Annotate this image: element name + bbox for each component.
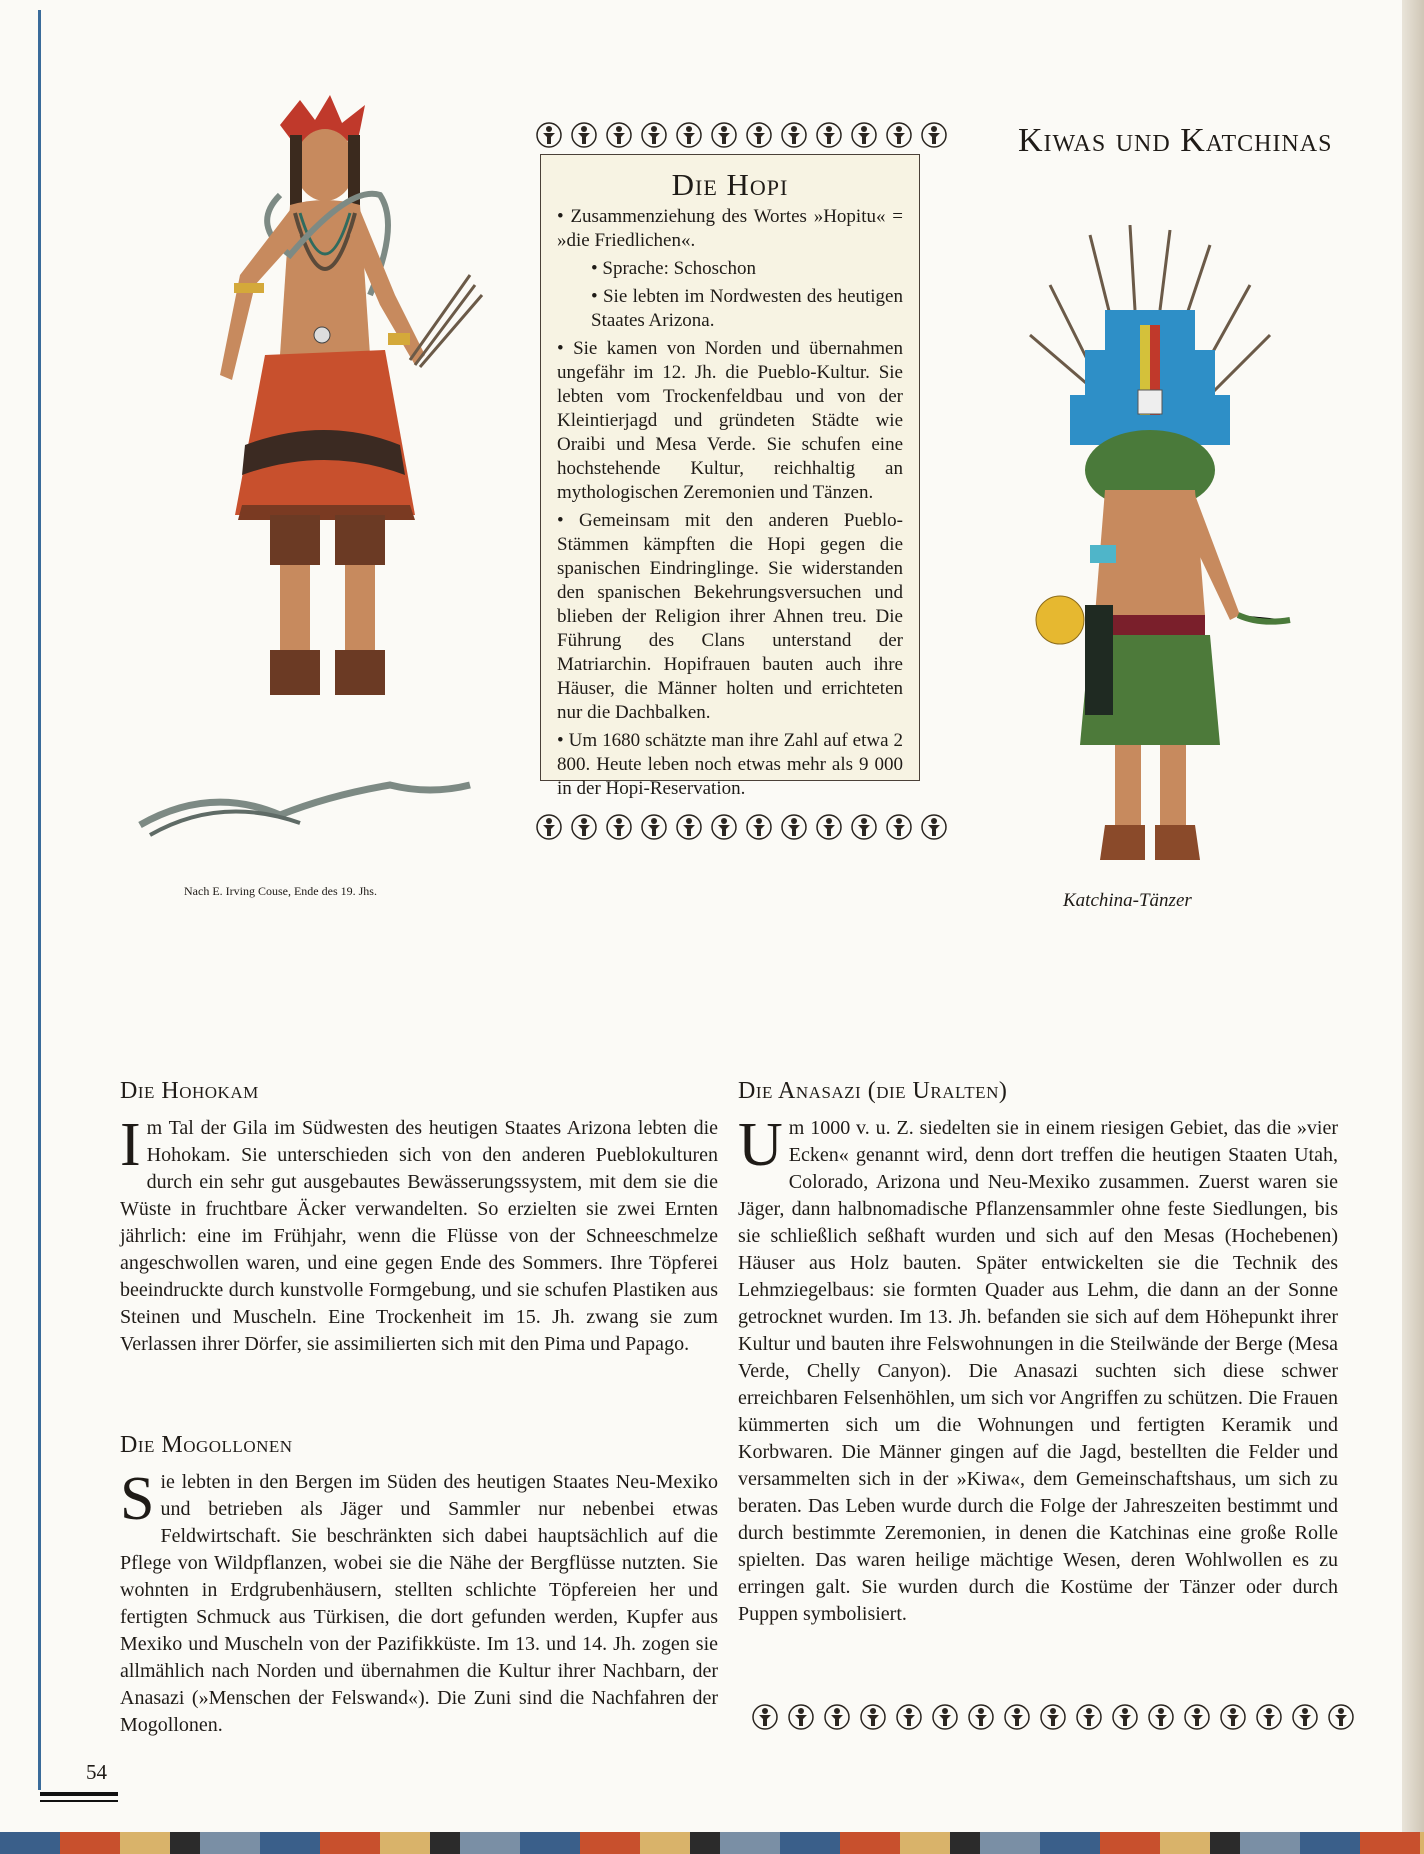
kachina-ornament-icon (786, 1702, 816, 1732)
page-number-rule (40, 1792, 118, 1796)
page-edge (1402, 0, 1424, 1854)
right-caption: Katchina-Tänzer (1063, 890, 1192, 911)
kachina-ornament-icon (744, 812, 774, 842)
hopi-bullet: • Zusammenziehung des Wortes »Hopitu« = »die Friedlichen«. (557, 206, 903, 251)
kachina-ornament-icon (814, 120, 844, 150)
kachina-ornament-icon (779, 120, 809, 150)
drop-cap: S (120, 1465, 155, 1533)
section-mogollonen (120, 1432, 718, 1739)
katchina-dancer-illustration (1000, 225, 1300, 865)
kachina-ornament-icon (1110, 1702, 1140, 1732)
kachina-ornament-icon (894, 1702, 924, 1732)
kachina-ornament-icon (709, 812, 739, 842)
hopi-info-box (540, 154, 920, 799)
kachina-ornament-icon (674, 812, 704, 842)
section-body (120, 1465, 718, 1739)
left-caption: Nach E. Irving Couse, Ende des 19. Jhs. (184, 884, 377, 898)
box-top-ornaments (534, 120, 949, 150)
kachina-ornament-icon (779, 812, 809, 842)
page-heading: Kiwas und Katchinas (1018, 122, 1333, 159)
kachina-ornament-icon (919, 812, 949, 842)
kachina-ornament-icon (569, 812, 599, 842)
kachina-ornament-icon (604, 120, 634, 150)
kachina-ornament-icon (1254, 1702, 1284, 1732)
kachina-ornament-icon (604, 812, 634, 842)
kachina-ornament-icon (822, 1702, 852, 1732)
kachina-ornament-icon (1218, 1702, 1248, 1732)
section-body (738, 1111, 1338, 1628)
hopi-bullet: • Um 1680 schätzte man ihre Zahl auf etwa 2 800. Heute leben noch etwas mehr als 9 000 in der Hopi-Reservation. (557, 730, 903, 799)
kachina-ornament-icon (569, 120, 599, 150)
page-number: 54 (86, 1760, 107, 1784)
section-title: Die Mogollonen (120, 1432, 293, 1458)
hopi-bullet: • Gemeinsam mit den anderen Pueblo-Stämmen kämpften die Hopi gegen die spanischen Eindringlinge. Sie widerstanden den spanischen Bekehrungsversuchen und blieben der Religion ihrer Ahnen treu. Die Führung des Clans unterstand der Matriarchin. Hopifrauen bauten auch ihre Häuser, die Männer holten und errichteten nur die Dachbalken. (557, 510, 903, 723)
kachina-ornament-icon (919, 120, 949, 150)
kachina-ornament-icon (884, 120, 914, 150)
bottom-decorative-band (0, 1832, 1424, 1854)
kachina-ornament-icon (1182, 1702, 1212, 1732)
kachina-ornament-icon (1146, 1702, 1176, 1732)
kachina-ornament-icon (966, 1702, 996, 1732)
kachina-ornament-icon (1290, 1702, 1320, 1732)
margin-line (38, 10, 41, 1790)
kachina-ornament-icon (534, 812, 564, 842)
kachina-ornament-icon (744, 120, 774, 150)
section-title: Die Anasazi (die Uralten) (738, 1078, 1008, 1104)
kachina-ornament-icon (849, 812, 879, 842)
section-text: m 1000 v. u. Z. siedelten sie in einem riesigen Gebiet, das die »vier Ecken« genannt wird, denn dort treffen die heutigen Staaten Utah, Colorado, Arizona und Neu-Mexiko zusammen. Zuerst waren sie Jäger, dann halbnomadische Pflanzensammler ohne feste Siedlungen, bis sie schließlich seßhaft wurden und sich auf den Mesas (Hochebenen) Häuser aus Holz bauten. Später entwickelten sie die Technik des Lehmziegelbaus: sie formten Quader aus Lehm, die dann an der Sonne getrocknet wurden. Im 13. Jh. befanden sie sich auf dem Höhepunkt ihrer Kultur und bauten ihre Felswohnungen in die Steilwände der Berge (Mesa Verde, Chelly Canyon). Die Anasazi suchten sich diese schwer erreichbaren Felsenhöhlen, um sich vor Angriffen zu schützen. Die Frauen kümmerten sich um die Wohnungen und fertigten Keramik und Korbwaren. Die Männer gingen auf die Jagd, bestellten die Felder und versammelten sich in der »Kiwa«, dem Gemeinschaftshaus, um sich zu beraten. Das Leben wurde durch die Folge der Jahreszeiten bestimmt und durch bestimmte Zeremonien, in denen die Katchinas eine große Rolle spielten. Das waren heilige mächtige Wesen, deren Wohlwollen es zu erringen galt. Sie wurden durch die Kostüme der Tänzer oder durch Puppen symbolisiert. (738, 1117, 1338, 1625)
kachina-ornament-icon (709, 120, 739, 150)
hopi-man-illustration (130, 95, 530, 855)
hopi-bullet: • Sie lebten im Nordwesten des heutigen Staates Arizona. (591, 286, 903, 331)
kachina-ornament-icon (858, 1702, 888, 1732)
kachina-ornament-icon (750, 1702, 780, 1732)
kachina-ornament-icon (674, 120, 704, 150)
section-hohokam (120, 1078, 718, 1358)
kachina-ornament-icon (1074, 1702, 1104, 1732)
kachina-ornament-icon (639, 812, 669, 842)
kachina-ornament-icon (930, 1702, 960, 1732)
section-anasazi (738, 1078, 1338, 1628)
kachina-ornament-icon (814, 812, 844, 842)
hopi-bullet: • Sprache: Schoschon (591, 258, 756, 279)
hopi-bullet: • Sie kamen von Norden und übernahmen ungefähr im 12. Jh. die Pueblo-Kultur. Sie lebten vom Trockenfeldbau und von der Kleintierjagd und gründeten Städte wie Oraibi und Mesa Verde. Sie schufen eine hochstehende Kultur, reichhaltig an mythologischen Zeremonien und Tänzen. (557, 338, 903, 503)
kachina-ornament-icon (534, 120, 564, 150)
section-title: Die Hohokam (120, 1078, 259, 1104)
drop-cap: I (120, 1111, 141, 1179)
kachina-ornament-icon (1038, 1702, 1068, 1732)
page-bottom-ornaments (750, 1702, 1356, 1732)
kachina-ornament-icon (884, 812, 914, 842)
kachina-ornament-icon (849, 120, 879, 150)
kachina-ornament-icon (1326, 1702, 1356, 1732)
kachina-ornament-icon (1002, 1702, 1032, 1732)
page-number-rule (40, 1800, 118, 1802)
section-text: m Tal der Gila im Südwesten des heutigen Staates Arizona lebten die Hohokam. Sie unterschieden sich von den anderen Pueblokulturen durch ein sehr gut ausgebautes Bewässerungssystem, mit dem sie die Wüste in fruchtbare Äcker verwandelten. So erzielten sie zwei Ernten jährlich: eine im Frühjahr, wenn die Flüsse von der Schneeschmelze angeschwollen waren, und eine gegen Ende des Sommers. Ihre Töpferei beeindruckte durch kunstvolle Formgebung, und sie schufen Plastiken aus Steinen und Muscheln. Eine Trockenheit im 15. Jh. zwang sie zum Verlassen ihrer Dörfer, sie assimilierten sich mit den Pima und Papago. (120, 1117, 718, 1355)
drop-cap: U (738, 1111, 783, 1179)
box-bottom-ornaments (534, 812, 949, 842)
section-text: ie lebten in den Bergen im Süden des heutigen Staates Neu-Mexiko und betrieben als Jäger und Sammler nur nebenbei etwas Feldwirtschaft. Sie beschränkten sich dabei hauptsächlich auf die Pflege von Wildpflanzen, wobei sie die Nähe der Bergflüsse nutzten. Sie wohnten in Erdgrubenhäusern, stellten schlichte Töpfereien her und fertigten Schmuck aus Türkisen, die dort gefunden werden, Kupfer aus Mexiko und Muscheln von der Pazifikküste. Im 13. und 14. Jh. zogen sie allmählich nach Norden und übernahmen die Kultur ihrer Nachbarn, der Anasazi (»Menschen der Felswand«). Die Zuni sind die Nachfahren der Mogollonen. (120, 1471, 718, 1736)
section-body (120, 1111, 718, 1358)
hopi-box-title: Die Hopi (671, 167, 789, 202)
kachina-ornament-icon (639, 120, 669, 150)
